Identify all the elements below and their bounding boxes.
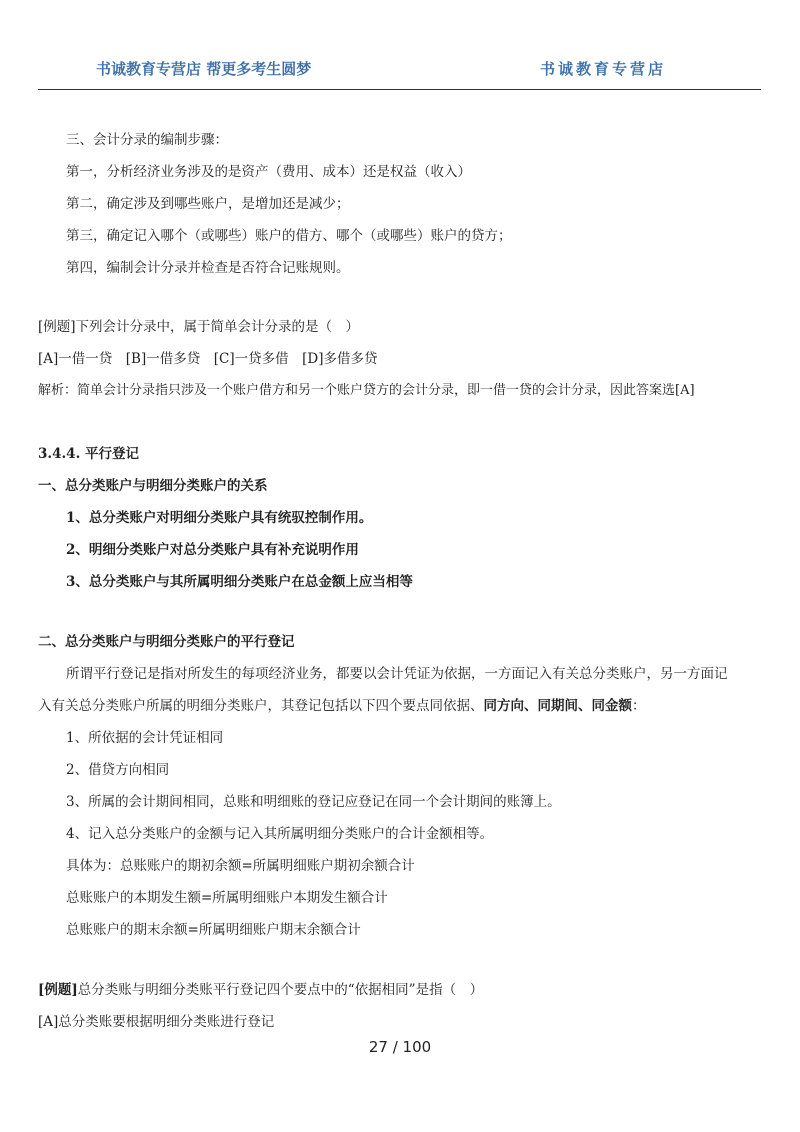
part1-title: 一、总分类账户与明细分类账户的关系 [38, 478, 268, 494]
part2-title: 二、总分类账户与明细分类账户的平行登记 [38, 634, 295, 650]
formula-closing: 总账账户的期末余额=所属明细账户期末余额合计 [66, 922, 361, 938]
steps-title: 三、会计分录的编制步骤： [66, 132, 228, 148]
page-number: 27 / 100 [368, 1038, 432, 1056]
step-3: 第三，确定记入哪个（或哪些）账户的借方、哪个（或哪些）账户的贷方； [66, 228, 512, 244]
part1-item-3: 3、总分类账户与其所属明细分类账户在总金额上应当相等 [66, 574, 413, 590]
paragraph-line-2-end: ： [632, 698, 646, 714]
paragraph-keywords: 同方向、同期间、同金额 [483, 698, 632, 714]
header-store-slogan: 书诚教育专营店 帮更多考生圆梦 [96, 60, 312, 78]
example2-question: 总分类账与明细分类账平行登记四个要点中的“依据相同”是指（ ） [77, 982, 484, 998]
step-1: 第一，分析经济业务涉及的是资产（费用、成本）还是权益（收入） [66, 164, 471, 180]
header-divider [38, 89, 761, 90]
section-title: 3.4.4. 平行登记 [38, 446, 139, 462]
step-4: 第四，编制会计分录并检查是否符合记账规则。 [66, 260, 350, 276]
paragraph-line-1: 所谓平行登记是指对所发生的每项经济业务，都要以会计凭证为依据，一方面记入有关总分类账户，另一方面记 [66, 666, 728, 682]
point-2: 2、借贷方向相同 [66, 762, 170, 778]
paragraph-line-2 [38, 697, 646, 715]
paragraph-line-2-text: 入有关总分类账户所属的明细分类账户，其登记包括以下四个要点同依据、 [38, 698, 484, 714]
example2-label: [例题] [38, 982, 78, 998]
example1-options: [A]一借一贷 [B]一借多贷 [C]一贷多借 [D]多借多贷 [38, 351, 378, 367]
point-1: 1、所依据的会计凭证相同 [66, 730, 224, 746]
part1-item-2: 2、明细分类账户对总分类账户具有补充说明作用 [66, 542, 359, 558]
example2-option-a: [A]总分类账要根据明细分类账进行登记 [38, 1014, 275, 1030]
point-4: 4、记入总分类账户的金额与记入其所属明细分类账户的合计金额相等。 [66, 826, 494, 842]
example1-question: [例题]下列会计分录中，属于简单会计分录的是（ ） [38, 319, 360, 335]
part1-item-1: 1、总分类账户对明细分类账户具有统驭控制作用。 [66, 510, 373, 526]
step-2: 第二，确定涉及到哪些账户，是增加还是减少； [66, 196, 350, 212]
point-3: 3、所属的会计期间相同，总账和明细账的登记应登记在同一个会计期间的账簿上。 [66, 794, 561, 810]
page-header [0, 58, 800, 82]
formula-opening: 具体为：总账账户的期初余额=所属明细账户期初余额合计 [66, 858, 415, 874]
formula-period: 总账账户的本期发生额=所属明细账户本期发生额合计 [66, 890, 388, 906]
example2-question-line [38, 981, 483, 999]
example1-analysis: 解析：简单会计分录指只涉及一个账户借方和另一个账户贷方的会计分录，即一借一贷的会计分录，因此答案选[A] [38, 383, 695, 398]
header-store-name: 书诚教育专营店 [540, 60, 667, 78]
